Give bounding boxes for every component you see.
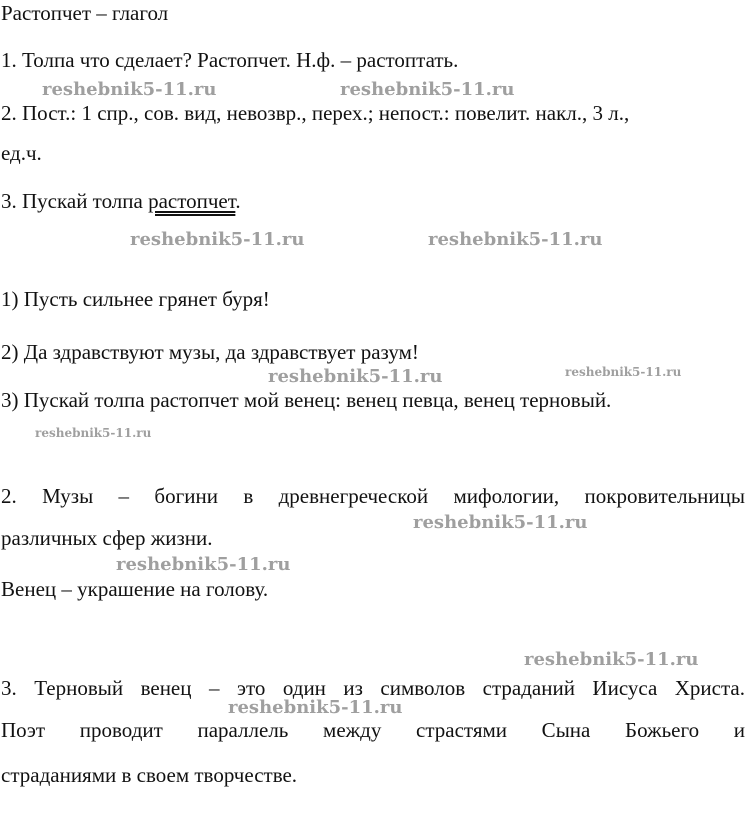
sentence-1: 1) Пусть сильнее грянет буря! bbox=[1, 287, 270, 311]
line-3-prefix: 3. Пускай толпа bbox=[1, 189, 149, 213]
title-line: Растопчет – глагол bbox=[1, 1, 169, 25]
watermark: reshebnik5-11.ru bbox=[340, 79, 515, 100]
line-3-suffix: . bbox=[235, 189, 241, 213]
paragraph-2-line-1: 2. Музы – богини в древнегреческой мифологии, покровительницы bbox=[1, 484, 745, 508]
watermark: reshebnik5-11.ru bbox=[42, 79, 217, 100]
paragraph-3-line-1: 3. Терновый венец – это один из символов страданий Иисуса Христа. bbox=[1, 676, 745, 700]
analysis-line-2-cont: ед.ч. bbox=[1, 141, 42, 165]
watermark: reshebnik5-11.ru bbox=[565, 365, 682, 379]
watermark: reshebnik5-11.ru bbox=[130, 229, 305, 250]
paragraph-3-line-3: страданиями в своем творчестве. bbox=[1, 763, 298, 787]
sentence-3: 3) Пускай толпа растопчет мой венец: венец певца, венец терновый. bbox=[1, 388, 612, 412]
watermark: reshebnik5-11.ru bbox=[35, 426, 152, 440]
analysis-line-3 bbox=[1, 188, 241, 214]
watermark: reshebnik5-11.ru bbox=[228, 697, 403, 718]
sentence-2: 2) Да здравствуют музы, да здравствует разум! bbox=[1, 340, 419, 364]
watermark: reshebnik5-11.ru bbox=[524, 649, 699, 670]
paragraph-2-line-3: Венец – украшение на голову. bbox=[1, 577, 269, 601]
watermark: reshebnik5-11.ru bbox=[116, 554, 291, 575]
paragraph-2-line-2: различных сфер жизни. bbox=[1, 526, 213, 550]
analysis-line-1: 1. Толпа что сделает? Растопчет. Н.ф. – растоптать. bbox=[1, 48, 459, 72]
underlined-verb: растопчет bbox=[148, 189, 236, 213]
watermark: reshebnik5-11.ru bbox=[413, 512, 588, 533]
watermark: reshebnik5-11.ru bbox=[428, 229, 603, 250]
analysis-line-2: 2. Пост.: 1 спр., сов. вид, невозвр., перех.; непост.: повелит. накл., 3 л., bbox=[1, 101, 630, 125]
paragraph-3-line-2: Поэт проводит параллель между страстями Сына Божьего и bbox=[1, 718, 745, 742]
watermark: reshebnik5-11.ru bbox=[268, 366, 443, 387]
